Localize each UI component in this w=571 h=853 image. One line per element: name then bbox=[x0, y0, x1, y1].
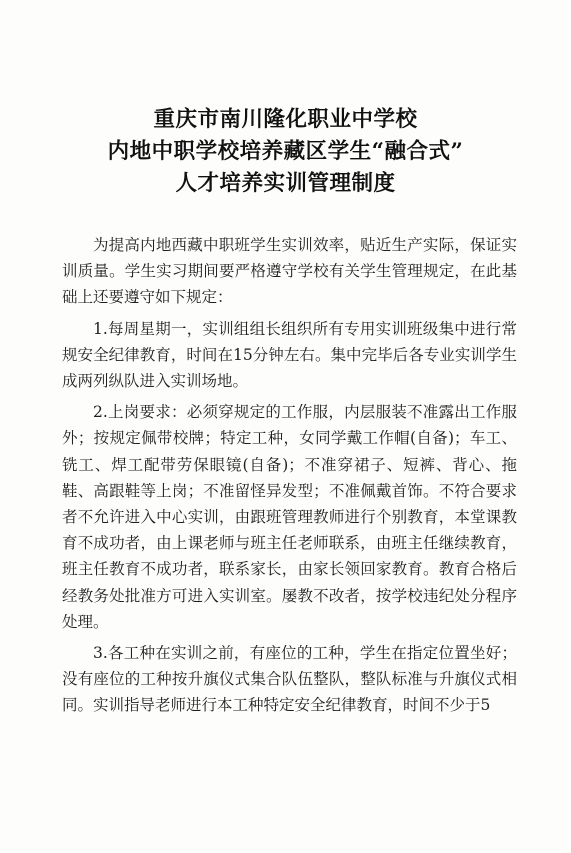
document-body bbox=[62, 232, 517, 724]
paragraph-intro: 为提高内地西藏中职班学生实训效率，贴近生产实际，保证实训质量。学生实习期间要严格遵守学校有关学生管理规定，在此基础上还要遵守如下规定： bbox=[62, 236, 517, 307]
paragraph-rule-3: 3.各工种在实训之前，有座位的工种，学生在指定位置坐好；没有座位的工种按升旗仪式集合队伍整队，整队标准与升旗仪式相同。实训指导老师进行本工种特定安全纪律教育，时间不少于5 bbox=[62, 644, 517, 715]
title-line-program: 内地中职学校培养藏区学生“融合式” bbox=[107, 139, 464, 164]
paragraph-rule-1: 1.每周星期一，实训组组长组织所有专用实训班级集中进行常规安全纪律教育，时间在15分钟左右。集中完毕后各专业实训学生成两列纵队进入实训场地。 bbox=[62, 319, 517, 391]
title-line-policy: 人才培养实训管理制度 bbox=[175, 171, 396, 196]
document-title bbox=[0, 104, 571, 200]
paragraph-rule-2: 2.上岗要求：必须穿规定的工作服，内层服装不准露出工作服外；按规定佩带校牌；特定工种，女同学戴工作帽(自备)；车工、铣工、焊工配带劳保眼镜(自备)；不准穿裙子、短裤、背心、拖鞋、高跟鞋等上岗；不准留怪异发型；不准佩戴首饰。不符合要求者不允许进入中心实训，由跟班管理教师进行个别教育，本堂课教育不成功者，由上课老师与班主任老师联系，由班主任继续教育，班主任教育不成功者，联系家长，由家长领回家教育。教育合格后经教务处批准方可进入实训室。屡教不改者，按学校违纪处分程序处理。 bbox=[62, 403, 517, 631]
title-line-school: 重庆市南川隆化职业中学校 bbox=[153, 107, 418, 132]
